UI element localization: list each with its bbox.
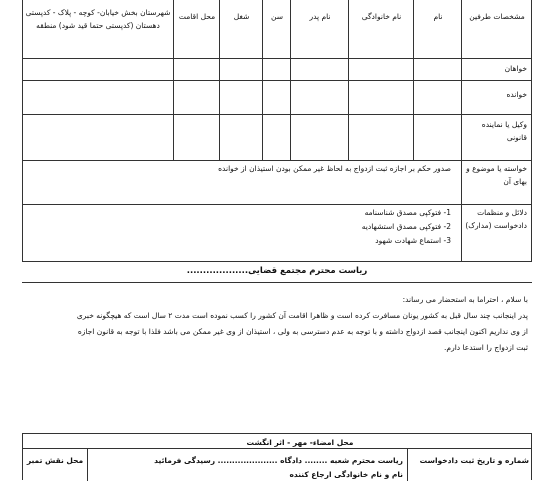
party-table: [22, 0, 532, 262]
branch-label: ریاست محترم شعبه ........ دادگاه ..................... رسیدگی فرمائید: [154, 456, 403, 465]
title-divider: [22, 282, 532, 283]
signature-label: محل امضاء- مهر - اثر انگشت: [246, 438, 354, 447]
evidence-item: 2- فتوکپی مصدق استشهادیه: [361, 222, 451, 231]
office-footer: [22, 433, 532, 480]
header-age: سن: [271, 12, 283, 21]
row-request-label: خواسته یا موضوع و بهای آن: [466, 164, 527, 186]
row-evidence-label: دلائل و منظمات دادخواست (مدارک): [465, 208, 527, 230]
referrer-label: نام و نام خانوادگی ارجاع کننده: [289, 470, 403, 479]
registration-label: شماره و تاریخ ثبت دادخواست: [419, 456, 529, 465]
header-address: شهرستان بخش خیابان- کوچه - پلاک - کدپستی دهستان (کدپستی حتما قید شود) منطقه: [25, 8, 171, 30]
request-text: صدور حکم بر اجازه ثبت ازدواج به لحاظ غیر ممکن بودن استیذان از خوانده: [218, 164, 451, 173]
evidence-item: 3- استماع شهادت شهود: [375, 236, 451, 245]
body-line-2: از وی نداریم اکنون اینجانب قصد ازدواج داشته و با توجه به عدم دسترسی به ولی ، استیذان از وی غیر ممکن می باشد فلذا با توجه به قانون اجازه: [77, 327, 528, 336]
header-first-name: نام: [433, 12, 443, 21]
body-line-1: پدر اینجانب چند سال قبل به کشور یونان مسافرت کرده است و ظاهرا اقامت آن کشور را کسب نموده است مدت ۲ سال است که هیچگونه خبری: [76, 311, 528, 320]
row-plaintiff: خواهان: [504, 64, 527, 73]
greeting: با سلام ، احتراما به استحضار می رساند:: [402, 295, 528, 304]
header-job: شغل: [233, 12, 250, 21]
evidence-list: [251, 206, 451, 248]
stamp-label: محل نقش تمبر: [26, 456, 84, 465]
evidence-item: 1- فتوکپی مصدق شناسنامه: [364, 208, 451, 217]
header-residence: محل اقامت: [178, 12, 216, 21]
header-last-name: نام خانوادگی: [361, 12, 402, 21]
court-title: ریاست محترم مجتمع قضایی...................: [186, 266, 368, 276]
header-father-name: نام پدر: [309, 12, 331, 21]
header-parties: مشخصات طرفین: [469, 12, 525, 21]
row-attorney: وکیل یا نماینده قانونی: [481, 120, 527, 142]
body-line-3: ثبت ازدواج را استدعا دارم.: [444, 343, 528, 352]
row-defendant: خوانده: [506, 90, 527, 99]
